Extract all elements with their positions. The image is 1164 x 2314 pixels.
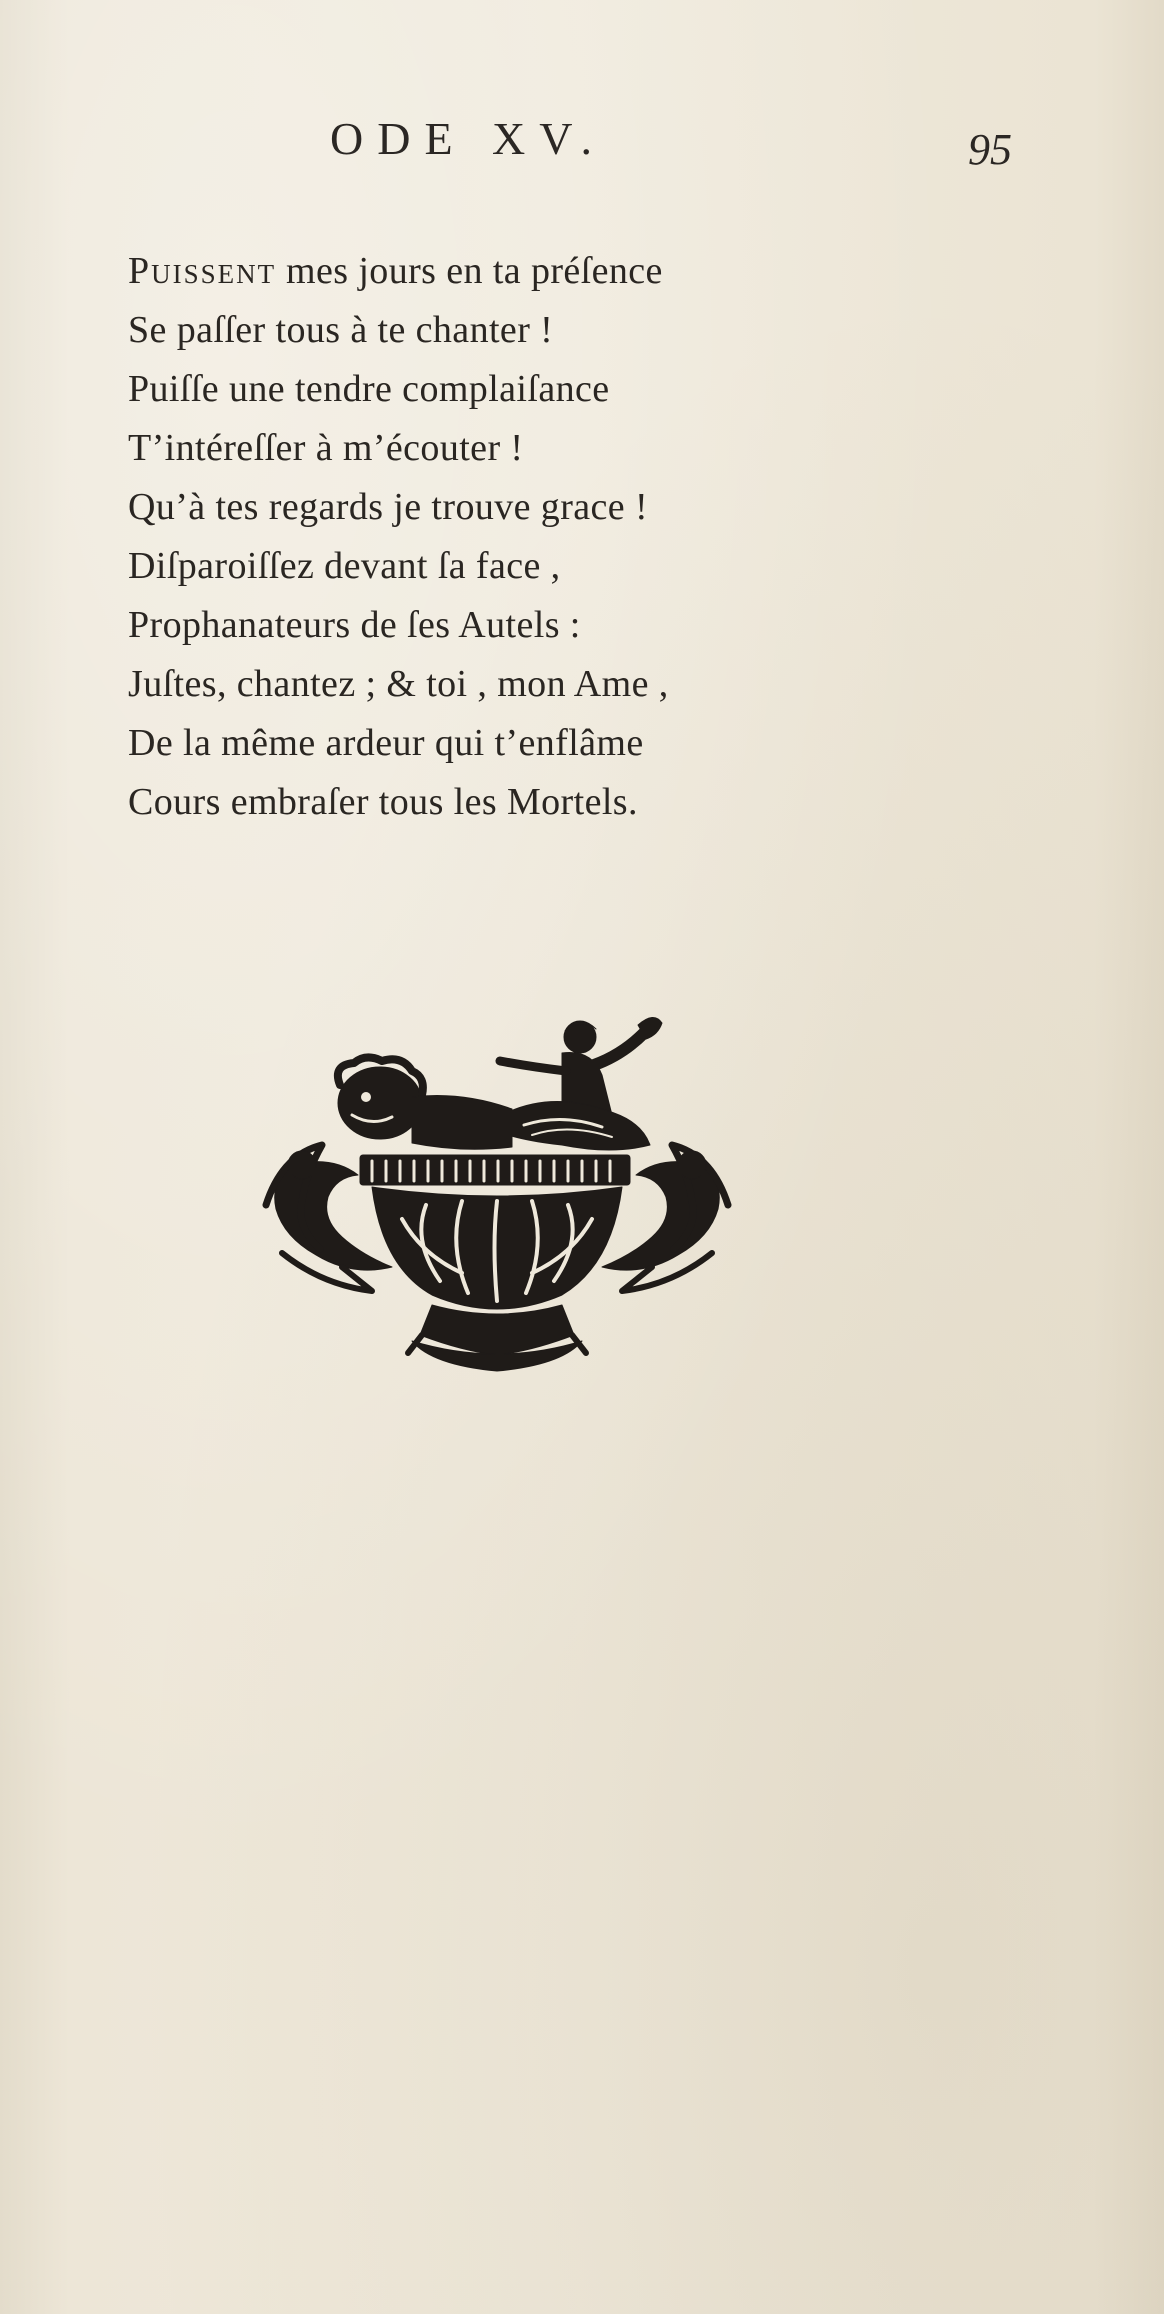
verse-line-1-rest: mes jours en ta préſence	[276, 250, 663, 292]
running-head	[0, 112, 1164, 182]
verse-line-1	[128, 242, 1028, 301]
verse-line-6: Diſparoiſſez devant ſa face ,	[128, 545, 561, 587]
woodcut-vignette-icon	[262, 1005, 732, 1395]
verse-line-5: Qu’à tes regards je trouve grace !	[128, 486, 649, 528]
poem-stanza	[128, 242, 1028, 832]
running-title: ODE XV.	[330, 113, 607, 164]
verse-line-9: De la même ardeur qui t’enflâme	[128, 722, 644, 764]
verse-line-2: Se paſſer tous à te chanter !	[128, 309, 554, 351]
page-number: 95	[968, 125, 1012, 174]
verse-line-8: Juſtes, chantez ; & toi , mon Ame ,	[128, 663, 669, 705]
verse-line-3: Puiſſe une tendre complaiſance	[128, 368, 610, 410]
opening-word: Puissent	[128, 250, 277, 292]
verse-line-4: T’intéreſſer à m’écouter !	[128, 427, 524, 469]
verse-line-7: Prophanateurs de ſes Autels :	[128, 604, 581, 646]
verse-line-10: Cours embraſer tous les Mortels.	[128, 781, 638, 823]
